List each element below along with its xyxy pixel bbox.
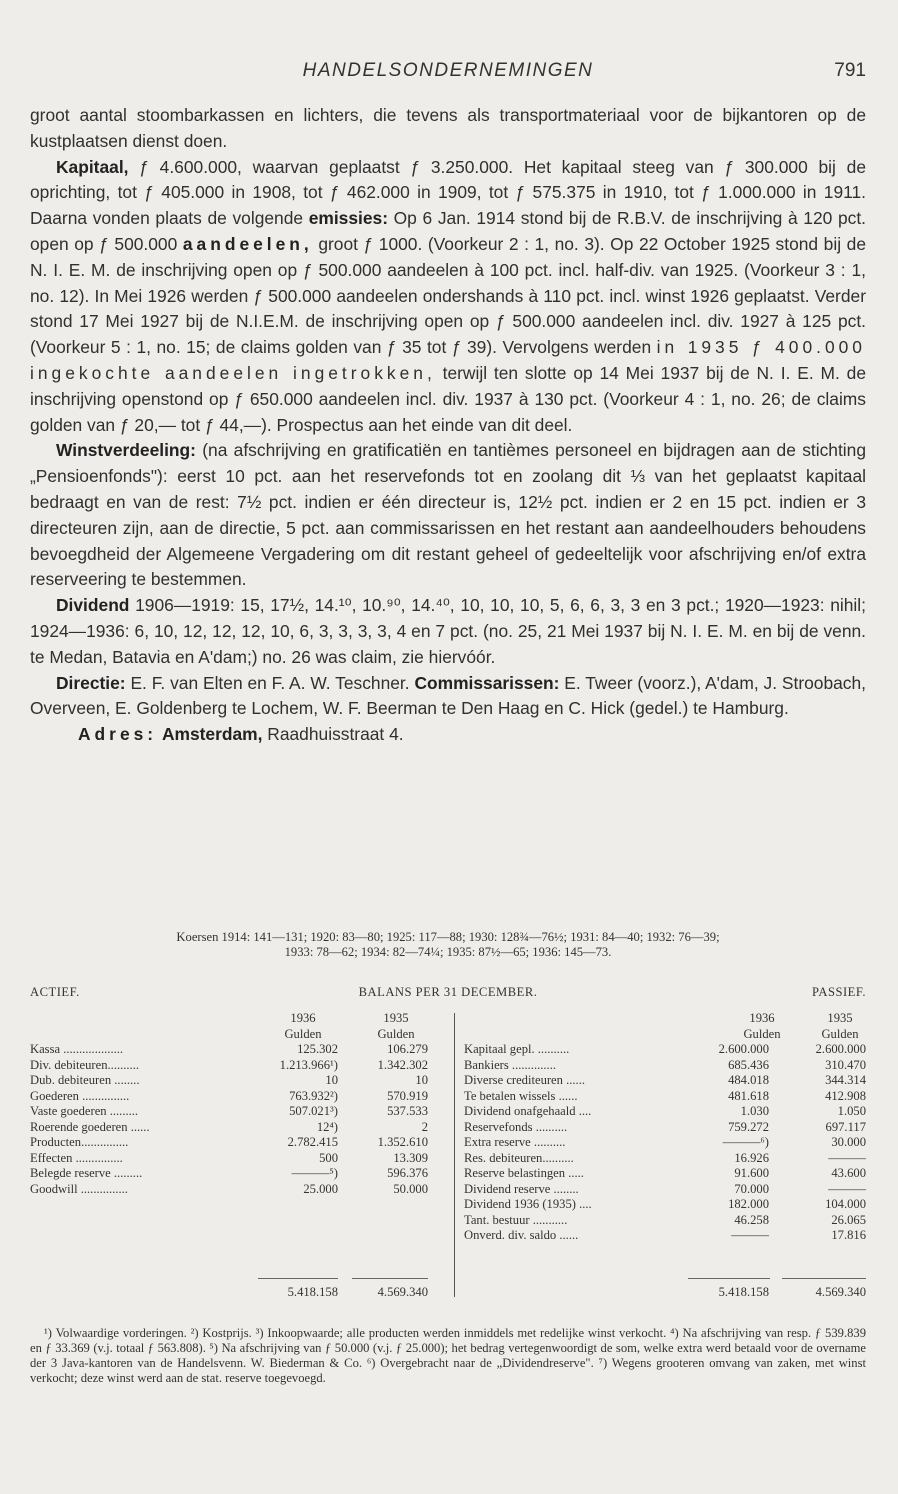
page-header (30, 60, 866, 90)
body-text (30, 103, 866, 748)
balance-title: BALANS PER 31 DECEMBER. (358, 985, 538, 999)
paragraph-intro: groot aantal stoombarkassen en lichters, die tevens als transportmateriaal voor de bijkantoren op de kustplaatsen dienst doen. (30, 105, 866, 151)
passief-row (464, 1120, 866, 1136)
page-number: 791 (834, 60, 866, 81)
sum-line (782, 1278, 866, 1279)
adres-text: Raadhuisstraat 4. (262, 724, 404, 745)
passief-value-1936: 1.030 (740, 1104, 769, 1118)
passief-row (464, 1073, 866, 1089)
total-actief-1936: 5.418.158 (287, 1285, 338, 1299)
running-title: HANDELSONDERNEMINGEN (302, 60, 594, 81)
actief-label: Goodwill ............... (30, 1181, 128, 1196)
winst-label: Winstverdeeling: (56, 440, 196, 461)
passief-unit-header (464, 1027, 866, 1043)
passief-value-1936: 484.018 (728, 1073, 769, 1087)
passief-label: Tant. bestuur ........... (464, 1212, 568, 1227)
koersen-line-2: 1933: 78—62; 1934: 82—74¼; 1935: 87½—65; 1936: 145—73. (284, 945, 612, 959)
dividend-text: 1906—1919: 15, 17½, 14.¹⁰, 10.⁹⁰, 14.⁴⁰, 10, 10, 10, 5, 6, 6, 3, 3 en 3 pct.; 1920—1923: nihil; 1924—1936: 6, 10, 12, 12, 12, 10, 6, 3, 3, 3, 3, 4 en 7 pct. (no. 25, 21 Mei 1937 bij N. I. E. M. en bij de venn. te Medan, Batavia en A'dam;) no. 26 was claim, zie hiervóór. (30, 595, 866, 667)
emissies-label: emissies: (308, 208, 388, 229)
actief-label: Vaste goederen ......... (30, 1104, 139, 1118)
passief-value-1936: ——— (731, 1228, 769, 1242)
paragraph-adres (30, 722, 866, 748)
directie-label: Directie: (56, 672, 126, 693)
actief-year-header (30, 1011, 428, 1027)
actief-value-1935: 13.309 (393, 1150, 428, 1165)
paragraph-directie (30, 671, 866, 723)
passief-label: Dividend onafgehaald .... (464, 1104, 592, 1118)
passief-label: Kapitaal gepl. .......... (464, 1042, 570, 1056)
unit-label: Gulden (377, 1026, 415, 1041)
actief-label: Dub. debiteuren ........ (30, 1073, 140, 1087)
actief-value-1935: 570.919 (387, 1088, 428, 1103)
passief-value-1936: 685.436 (728, 1057, 769, 1072)
winst-text: (na afschrijving en gratificatiën en tantièmes personeel en bijdragen aan de stichting „Pensioenfonds"): eerst 10 pct. aan het reservefonds tot en zoolang dit ⅓ van het geplaatst kapitaal bedraagt en van de rest: 7½ pct. indien er één directeur is, 12½ pct. indien er 2 en 15 pct. indien er 3 directeuren zijn, aan de directie, 5 pct. aan commissarissen en het restant aan aandeelhouders behoudens bevoegdheid der Algemeene Vergadering om dit restant geheel of gedeeltelijk voor afschrijving en/of extra reserveering te bestemmen. (30, 440, 866, 590)
passief-label: Reserve belastingen ..... (464, 1166, 584, 1180)
actief-row (30, 1089, 428, 1105)
passief-label: Dividend reserve ........ (464, 1181, 579, 1196)
kapitaal-label: Kapitaal, (56, 156, 129, 177)
aandeelen-label: aandeelen, (182, 233, 313, 254)
passief-row (464, 1197, 866, 1213)
passief-value-1935: ——— (828, 1181, 866, 1196)
passief-label: Diverse crediteuren ...... (464, 1073, 585, 1087)
passief-row (464, 1089, 866, 1105)
passief-value-1936: 70.000 (734, 1181, 769, 1196)
actief-row (30, 1104, 428, 1120)
actief-label: Roerende goederen ...... (30, 1119, 150, 1134)
passief-value-1936: 182.000 (728, 1197, 769, 1211)
actief-value-1936: 507.021³) (289, 1104, 338, 1118)
actief-value-1936: 500 (319, 1150, 338, 1165)
actief-value-1936: 1.213.966¹) (279, 1057, 338, 1072)
passief-label: Res. debiteuren.......... (464, 1150, 574, 1165)
passief-row (464, 1228, 866, 1244)
passief-value-1935: 17.816 (831, 1228, 866, 1242)
actief-value-1936: ———⁵) (291, 1166, 338, 1180)
paragraph-dividend (30, 593, 866, 670)
passief-row (464, 1042, 866, 1058)
passief-row (464, 1104, 866, 1120)
year-1935: 1935 (383, 1011, 409, 1025)
passief-value-1936: 46.258 (734, 1212, 769, 1227)
unit-label: Gulden (821, 1026, 859, 1041)
total-passief-1936: 5.418.158 (718, 1285, 769, 1299)
kapitaal-text-a: ƒ 4.600.000, waarvan geplaatst ƒ 3.250.000. Het kapitaal steeg van ƒ 300.000 bij de oprichting, tot ƒ 405.000 in 1908, tot ƒ 462.000 in 1909, tot ƒ 575.375 in 1910, tot ƒ 1.000.000 in 1911. Daarna vonden plaats de volgende (30, 156, 866, 229)
passief-title: PASSIEF. (812, 985, 866, 999)
sum-line (688, 1278, 770, 1279)
dividend-label: Dividend (56, 595, 130, 616)
passief-value-1935: 2.600.000 (815, 1042, 866, 1056)
directie-text: E. F. van Elten en F. A. W. Teschner. (125, 672, 415, 693)
koersen-block (30, 930, 866, 960)
passief-row (464, 1058, 866, 1074)
balance-totals (30, 1285, 866, 1301)
actief-value-1936: 763.932²) (289, 1088, 338, 1103)
year-1935: 1935 (827, 1011, 853, 1025)
unit-label: Gulden (743, 1026, 781, 1041)
actief-row (30, 1182, 428, 1198)
actief-value-1936: 25.000 (303, 1181, 338, 1196)
actief-row (30, 1120, 428, 1136)
actief-title: ACTIEF. (30, 985, 80, 999)
passief-label: Reservefonds .......... (464, 1119, 568, 1134)
passief-value-1935: 43.600 (831, 1166, 866, 1180)
sum-line (352, 1278, 428, 1279)
passief-label: Extra reserve .......... (464, 1135, 566, 1149)
footnote-text: ¹) Volwaardige vorderingen. ²) Kostprijs. ³) Inkoopwaarde; alle producten werden inmiddels met redelijke winst verkocht. ⁴) Na afschrijving van resp. ƒ 539.839 en ƒ 33.369 (v.j. totaal ƒ 563.808). ⁵) Na afschrijving van ƒ 50.000 (v.j. ƒ 25.000); het bedrag vertegenwoordigt de som, welke extra werd betaald voor de overname der 3 Java-kantoren van de Handelsvenn. W. Biederman & Co. ⁶) Overgebracht naar de „Dividendreserve". ⁷) Wegens grooteren omvang van zaken, met winst verkocht; deze winst werd aan de stat. reserve toegevoegd. (30, 1326, 866, 1385)
passief-value-1936: 481.618 (728, 1088, 769, 1103)
actief-row (30, 1073, 428, 1089)
balance-header (30, 985, 866, 1003)
commissarissen-text: E. Tweer (voorz.), A'dam, J. Stroobach, Overveen, E. Goldenberg te Lochem, W. F. Beerman te Den Haag en C. Hick (gedel.) te Hamburg. (30, 672, 866, 719)
kapitaal-spaced: in 1935 ƒ 400.000 ingekochte aandeelen ingetrokken, (30, 337, 866, 383)
passief-label: Te betalen wissels ...... (464, 1088, 578, 1103)
passief-value-1935: 104.000 (825, 1197, 866, 1211)
year-1936: 1936 (290, 1011, 316, 1025)
actief-value-1935: 1.352.610 (377, 1135, 428, 1149)
actief-label: Goederen ............... (30, 1088, 130, 1103)
actief-label: Effecten ............... (30, 1150, 123, 1165)
actief-value-1935: 537.533 (387, 1104, 428, 1118)
actief-label: Producten............... (30, 1135, 129, 1149)
passief-value-1936: 759.272 (728, 1119, 769, 1134)
passief-value-1936: ———⁶) (722, 1135, 769, 1149)
passief-label: Bankiers .............. (464, 1057, 556, 1072)
actief-value-1936: 2.782.415 (287, 1135, 338, 1149)
passief-row (464, 1182, 866, 1198)
actief-value-1935: 10 (415, 1073, 428, 1087)
passief-row (464, 1151, 866, 1167)
column-divider (454, 1013, 455, 1297)
unit-label: Gulden (284, 1026, 322, 1041)
passief-value-1935: 310.470 (825, 1057, 866, 1072)
adres-city: Amsterdam, (161, 724, 263, 745)
passief-rows (464, 1042, 866, 1244)
actief-column (30, 1011, 428, 1197)
actief-label: Belegde reserve ......... (30, 1166, 143, 1180)
actief-value-1936: 125.302 (297, 1042, 338, 1056)
passief-value-1935: 697.117 (825, 1119, 866, 1134)
passief-column (464, 1011, 866, 1244)
paragraph-kapitaal (30, 155, 866, 439)
actief-value-1935: 106.279 (387, 1042, 428, 1056)
adres-label: Adres: (78, 724, 158, 745)
actief-unit-header (30, 1027, 428, 1043)
passief-value-1935: ——— (828, 1150, 866, 1165)
actief-value-1935: 596.376 (387, 1166, 428, 1180)
commissarissen-label: Commissarissen: (414, 672, 560, 693)
actief-row (30, 1166, 428, 1182)
paragraph-winstverdeeling (30, 438, 866, 593)
passief-label: Onverd. div. saldo ...... (464, 1228, 579, 1242)
passief-value-1935: 412.908 (825, 1088, 866, 1103)
passief-value-1936: 16.926 (734, 1150, 769, 1165)
passief-value-1935: 26.065 (831, 1212, 866, 1227)
actief-label: Kassa ................... (30, 1042, 124, 1056)
actief-row (30, 1151, 428, 1167)
kapitaal-text-b: Op 6 Jan. 1914 stond bij de R.B.V. de inschrijving à 120 pct. open op ƒ 500.000 (30, 208, 866, 254)
kapitaal-text-c: groot ƒ 1000. (Voorkeur 2 : 1, no. 3). Op 22 October 1925 stond bij de N. I. E. M. de inschrijving open op ƒ 500.000 aandeelen à 100 pct. incl. half-div. van 1925. (Voorkeur 3 : 1, no. 12). In Mei 1926 werden ƒ 500.000 aandeelen ondershands à 110 pct. incl. winst 1926 geplaatst. Verder stond 17 Mei 1927 bij de N.I.E.M. de inschrijving open op ƒ 500.000 aandeelen incl. div. 1927 à 125 pct. (Voorkeur 5 : 1, no. 15; de claims golden van ƒ 35 tot ƒ 39). Vervolgens werden (30, 233, 866, 358)
passief-value-1935: 1.050 (837, 1104, 866, 1118)
footnotes (30, 1326, 866, 1386)
actief-value-1936: 10 (325, 1073, 338, 1087)
kapitaal-text-d: terwijl ten slotte op 14 Mei 1937 bij de N. I. E. M. de inschrijving openstond op ƒ 650.000 aandeelen incl. div. 1937 à 130 pct. (Voorkeur 4 : 1, no. 26; de claims golden van ƒ 20,— tot ƒ 44,—). Prospectus aan het einde van dit deel. (30, 362, 866, 435)
passief-row (464, 1166, 866, 1182)
passief-value-1936: 2.600.000 (718, 1042, 769, 1056)
passief-value-1935: 30.000 (831, 1135, 866, 1149)
passief-value-1935: 344.314 (825, 1073, 866, 1087)
year-1936: 1936 (749, 1011, 775, 1025)
actief-label: Div. debiteuren.......... (30, 1057, 140, 1072)
actief-row (30, 1042, 428, 1058)
actief-row (30, 1135, 428, 1151)
passief-value-1936: 91.600 (734, 1166, 769, 1180)
balance-sheet (30, 985, 866, 1315)
actief-value-1935: 50.000 (393, 1181, 428, 1196)
actief-rows (30, 1042, 428, 1197)
actief-value-1936: 12⁴) (316, 1119, 338, 1134)
actief-value-1935: 1.342.302 (377, 1057, 428, 1072)
passief-label: Dividend 1936 (1935) .... (464, 1197, 592, 1211)
actief-row (30, 1058, 428, 1074)
actief-value-1935: 2 (421, 1119, 428, 1134)
sum-line (258, 1278, 338, 1279)
total-actief-1935: 4.569.340 (377, 1285, 428, 1299)
koersen-line-1: Koersen 1914: 141—131; 1920: 83—80; 1925: 117—88; 1930: 128¾—76½; 1931: 84—40; 1932: 76—39; (176, 930, 720, 944)
passief-row (464, 1135, 866, 1151)
passief-row (464, 1213, 866, 1229)
passief-year-header (464, 1011, 866, 1027)
total-passief-1935: 4.569.340 (815, 1285, 866, 1299)
